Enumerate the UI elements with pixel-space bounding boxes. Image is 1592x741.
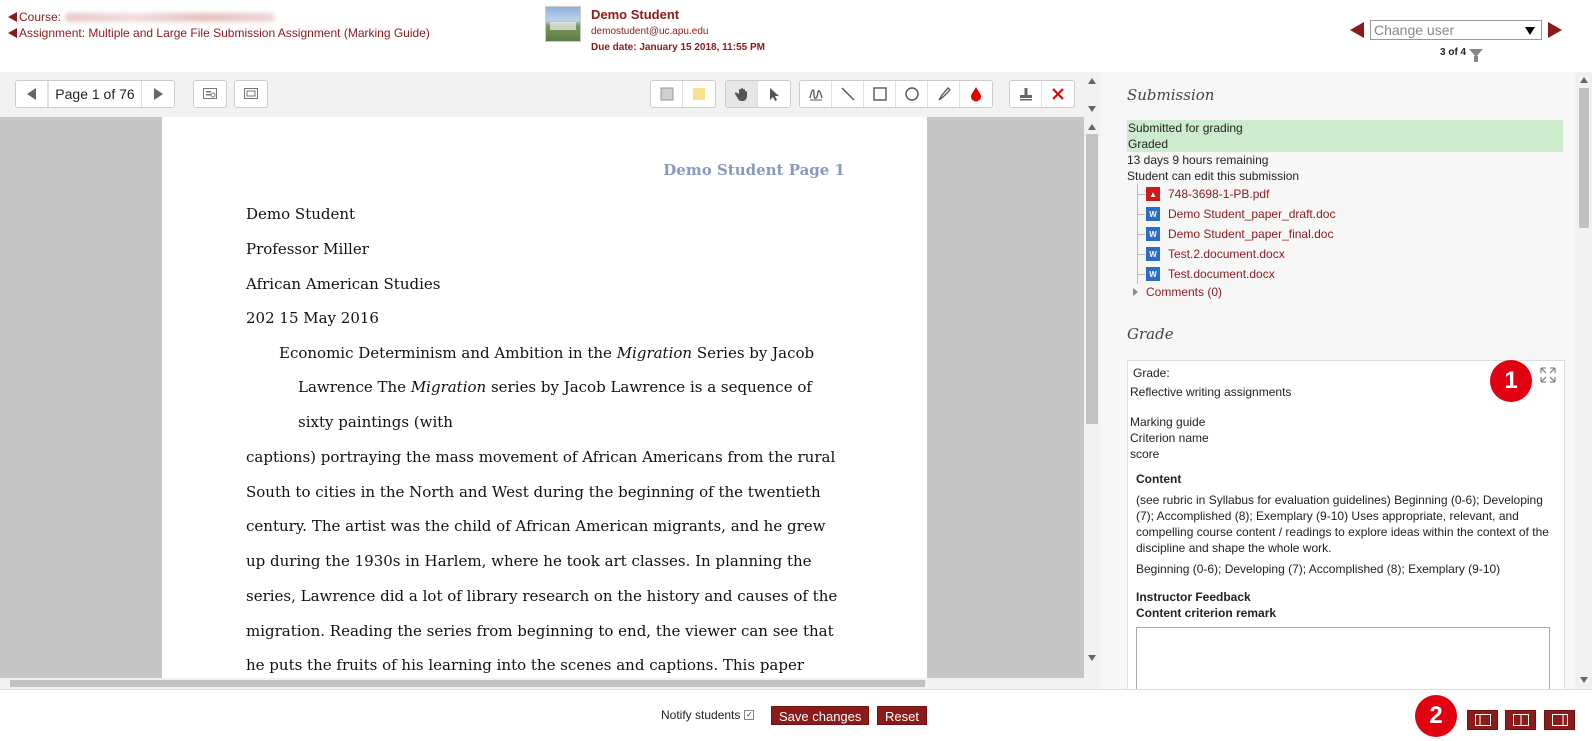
doc-line: South to cities in the North and West during the beginning of the twentieth (246, 483, 821, 501)
user-count (1440, 47, 1483, 58)
word-file-icon: W (1146, 247, 1160, 261)
scrollbar-thumb[interactable] (1579, 88, 1589, 228)
expand-comments-icon[interactable] (235, 81, 267, 107)
delete-icon[interactable] (1042, 81, 1074, 107)
expand-comments-group (234, 80, 268, 108)
marking-guide-label: Marking guide (1130, 415, 1206, 429)
panel-vertical-scrollbar[interactable] (1575, 72, 1592, 689)
submission-heading: Submission (1127, 86, 1215, 104)
back-arrow-icon (8, 28, 17, 38)
doc-line: century. The artist was the child of African American migrants, and he grew (246, 517, 826, 535)
doc-line: series, Lawrence did a lot of library research on the history and causes of the (246, 587, 838, 605)
hand-icon[interactable] (726, 81, 758, 107)
header (0, 0, 1592, 72)
callout-badge-2: 2 (1415, 695, 1457, 737)
submission-status (1127, 120, 1563, 184)
word-file-icon: W (1146, 267, 1160, 281)
doc-line: captions) portraying the mass movement of African Americans from the rural (246, 448, 836, 466)
stamp-icon[interactable] (1010, 81, 1042, 107)
layout-collapse-review-button[interactable] (1467, 710, 1498, 730)
status-submitted: Submitted for grading (1128, 121, 1243, 135)
layout-split-icon (1513, 714, 1529, 726)
file-link[interactable]: Demo Student_paper_draft.doc (1168, 207, 1336, 221)
grade-name: Reflective writing assignments (1130, 385, 1292, 399)
notify-students (661, 708, 754, 722)
scroll-down-icon[interactable] (1088, 106, 1096, 112)
page-header: Demo Student Page 1 (663, 161, 845, 179)
callout-badge-1: 1 (1490, 360, 1532, 402)
status-graded: Graded (1128, 137, 1169, 151)
editor-horizontal-scrollbar[interactable] (0, 678, 1084, 689)
score-label: score (1130, 447, 1160, 461)
expand-triangle-icon (1133, 288, 1138, 296)
doc-line: migration. Reading the series from beginning to end, the viewer can see that (246, 622, 834, 640)
grade-form (1127, 360, 1565, 689)
comment-white-icon[interactable] (651, 81, 683, 107)
user-count-label: 3 of 4 (1440, 47, 1467, 58)
footer (0, 689, 1592, 741)
stamp-delete-group (1009, 80, 1075, 108)
change-user-control (1350, 20, 1562, 40)
time-remaining: 13 days 9 hours remaining (1127, 153, 1269, 167)
comments-label: Comments (0) (1146, 285, 1223, 299)
doc-line: Professor Miller (246, 240, 369, 258)
word-file-icon: W (1146, 227, 1160, 241)
file-link[interactable]: Test.2.document.docx (1168, 247, 1285, 261)
assignment-label: Assignment: Multiple and Large File Submission Assignment (Marking Guide) (19, 26, 430, 40)
file-item[interactable] (1137, 184, 1563, 204)
pen-icon[interactable] (800, 81, 832, 107)
criterion-levels: Beginning (0-6); Developing (7); Accomplished (8); Exemplary (9-10) (1136, 562, 1501, 576)
scroll-up-icon[interactable] (1088, 78, 1096, 84)
word-file-icon: W (1146, 207, 1160, 221)
due-date: Due date: January 15 2018, 11:55 PM (591, 42, 765, 53)
edit-status: Student can edit this submission (1127, 169, 1300, 183)
remark-label: Content criterion remark (1136, 606, 1277, 620)
status-highlight (1127, 120, 1563, 152)
doc-italic-text: Migration (616, 344, 693, 362)
layout-default-button[interactable] (1505, 710, 1536, 730)
doc-line (298, 378, 812, 396)
search-comments-icon[interactable] (194, 81, 226, 107)
file-item[interactable] (1137, 244, 1563, 264)
draw-tools-group (799, 80, 993, 108)
file-item[interactable] (1137, 264, 1563, 284)
previous-user-icon[interactable] (1350, 22, 1364, 38)
line-icon[interactable] (832, 81, 864, 107)
oval-icon[interactable] (896, 81, 928, 107)
change-user-placeholder: Change user (1374, 22, 1455, 38)
color-drop-icon[interactable] (960, 81, 992, 107)
scrollbar-thumb[interactable] (10, 680, 925, 687)
doc-line: Demo Student (246, 205, 356, 223)
grade-label: Grade: (1133, 366, 1170, 380)
feedback-title: Instructor Feedback (1136, 590, 1251, 604)
doc-text: series by Jacob Lawrence is a sequence of (486, 378, 812, 396)
course-label: Course: (19, 10, 62, 24)
grade-content (1128, 361, 1564, 689)
next-page-icon[interactable] (142, 81, 174, 107)
layout-left-icon (1475, 714, 1491, 726)
doc-italic-text: Migration (410, 378, 487, 396)
criterion-title: Content (1136, 472, 1182, 486)
user-email: demostudent@uc.apu.edu (591, 26, 709, 37)
comment-yellow-icon[interactable] (683, 81, 715, 107)
layout-right-icon (1552, 714, 1568, 726)
file-link[interactable]: 748-3698-1-PB.pdf (1168, 187, 1270, 201)
reset-button[interactable]: Reset (877, 706, 927, 725)
scrollbar-thumb[interactable] (1086, 134, 1098, 424)
doc-text: Series by Jacob (692, 344, 815, 362)
user-block (545, 6, 765, 56)
highlighter-icon[interactable] (928, 81, 960, 107)
scroll-down-icon[interactable] (1088, 655, 1096, 661)
pdf-editor (0, 72, 1100, 689)
scroll-up-icon[interactable] (1580, 77, 1588, 83)
filter-icon[interactable] (1469, 49, 1483, 57)
remark-textarea[interactable] (1136, 627, 1550, 689)
criterion-name-label: Criterion name (1130, 431, 1209, 445)
notify-checkbox[interactable]: ✓ (746, 710, 753, 719)
criterion-content (1130, 471, 1562, 621)
chevron-down-icon (1525, 27, 1535, 35)
editor-vertical-scrollbar[interactable] (1084, 72, 1100, 678)
doc-line: sixty paintings (with (298, 413, 453, 431)
document-page[interactable] (162, 117, 927, 678)
doc-title-line (279, 344, 814, 362)
doc-line: 202 15 May 2016 (246, 309, 379, 327)
user-name[interactable]: Demo Student (591, 7, 680, 22)
expand-icon[interactable] (1540, 367, 1556, 383)
doc-text: Economic Determinism and Ambition in the (279, 344, 617, 362)
pointer-icon[interactable] (758, 81, 790, 107)
rectangle-icon[interactable] (864, 81, 896, 107)
comment-color-group (650, 80, 716, 108)
back-arrow-icon (8, 12, 17, 22)
redacted-course-name (65, 13, 275, 22)
cursor-group (725, 80, 791, 108)
change-user-select[interactable] (1370, 20, 1542, 40)
file-list (1127, 184, 1563, 299)
course-link[interactable] (8, 9, 430, 25)
grade-heading: Grade (1127, 325, 1174, 343)
prev-page-icon[interactable] (16, 81, 48, 107)
file-link[interactable]: Demo Student_paper_final.doc (1168, 227, 1334, 241)
doc-line: up during the 1930s in Harlem, where he took art classes. In planning the (246, 552, 812, 570)
file-link[interactable]: Test.document.docx (1168, 267, 1275, 281)
doc-line: he puts the fruits of his learning into the scenes and captions. This paper (246, 656, 805, 674)
file-item[interactable] (1137, 204, 1563, 224)
page-indicator[interactable]: Page 1 of 76 (48, 81, 142, 107)
editor-toolbar (0, 72, 1084, 117)
assignment-link[interactable] (8, 25, 430, 41)
user-avatar (545, 6, 581, 42)
scroll-down-icon[interactable] (1580, 677, 1588, 683)
document-viewport[interactable] (0, 117, 1084, 678)
doc-line: African American Studies (246, 275, 441, 293)
scroll-up-icon[interactable] (1088, 124, 1096, 130)
breadcrumb (8, 9, 430, 41)
next-user-icon[interactable] (1548, 22, 1562, 38)
search-comments-group (193, 80, 227, 108)
save-changes-button[interactable]: Save changes (771, 706, 869, 725)
pdf-file-icon: ▲ (1146, 187, 1160, 201)
criterion-description: (see rubric in Syllabus for evaluation guidelines) Beginning (0-6); Developing (7); Accomplished (8); Exemplary (9-10) Uses appropriate, relevant, and compelling course content / readings to explore ideas within the context of the discipline and shape the whole work. (1136, 493, 1549, 555)
notify-label: Notify students (661, 708, 741, 722)
doc-text: Lawrence The (298, 378, 411, 396)
comments-toggle[interactable] (1127, 285, 1563, 299)
pager-group (15, 80, 175, 108)
layout-collapse-grade-button[interactable] (1544, 710, 1575, 730)
file-item[interactable] (1137, 224, 1563, 244)
